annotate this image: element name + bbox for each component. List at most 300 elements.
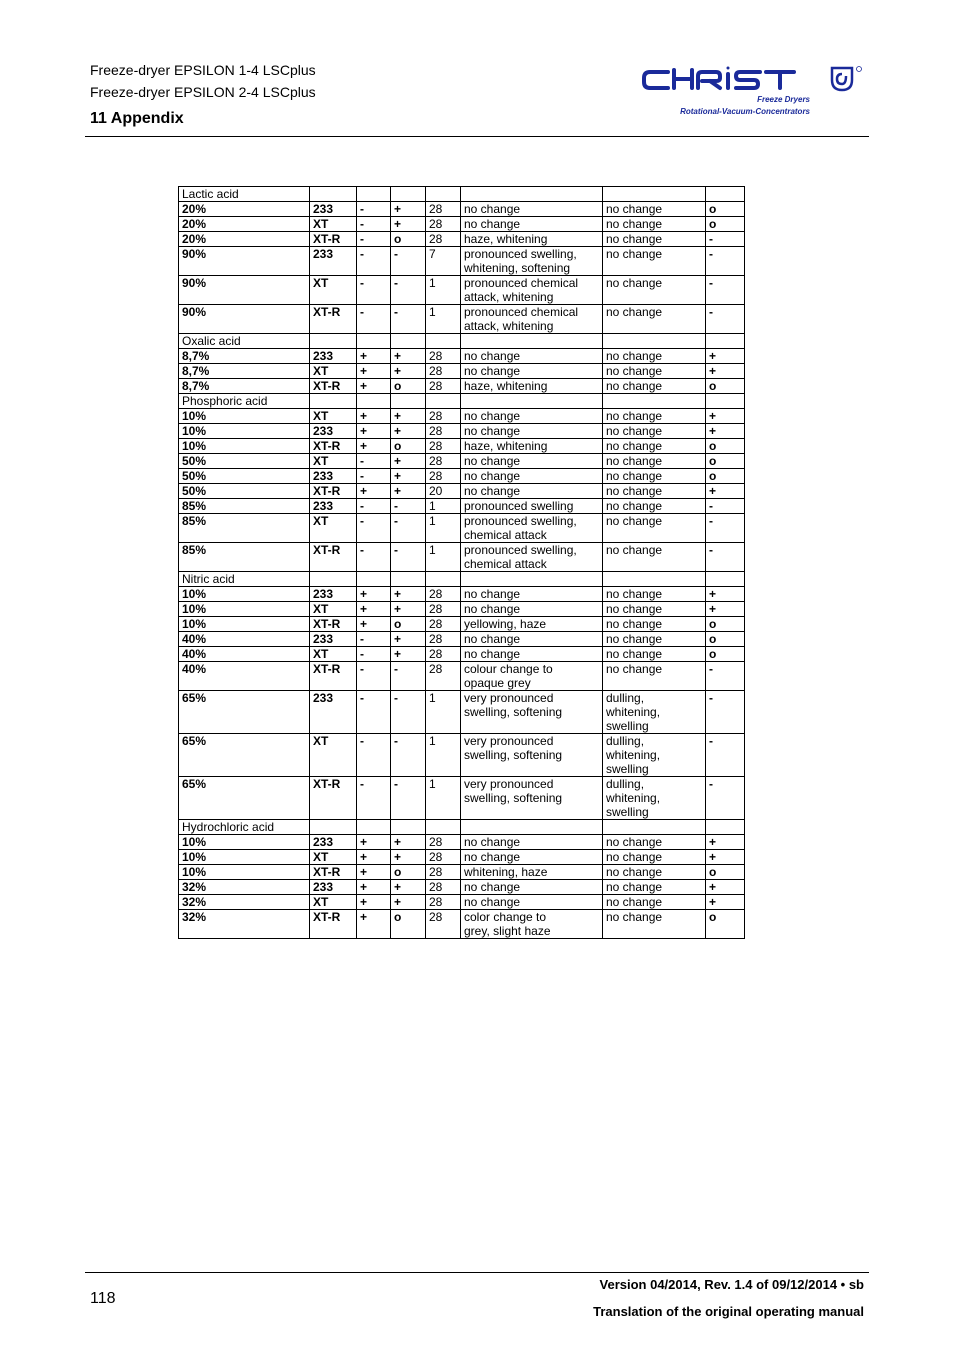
cell-text: - <box>394 777 398 791</box>
empty-cell <box>310 187 357 202</box>
table-cell <box>461 276 603 305</box>
table-cell <box>179 543 310 572</box>
table-cell <box>310 305 357 334</box>
table-cell <box>426 617 461 632</box>
table-row <box>179 602 745 617</box>
cell-text: 85% <box>182 514 207 528</box>
empty-cell <box>391 187 426 202</box>
table-cell <box>179 880 310 895</box>
cell-text: - <box>394 276 398 290</box>
cell-text: o <box>709 379 717 393</box>
cell-text: - <box>709 247 713 261</box>
cell-text: 90% <box>182 247 207 261</box>
cell-text: + <box>394 647 402 661</box>
table-cell <box>706 364 745 379</box>
table-cell <box>310 647 357 662</box>
cell-text: o <box>394 232 402 246</box>
christ-logo <box>640 64 868 120</box>
table-row <box>179 895 745 910</box>
empty-cell <box>603 820 706 835</box>
table-cell <box>426 202 461 217</box>
table-cell <box>179 364 310 379</box>
cell-text: dulling, whitening, swelling <box>606 691 661 733</box>
table-cell <box>357 484 391 499</box>
table-cell <box>357 850 391 865</box>
cell-text: + <box>709 835 717 849</box>
cell-text: 233 <box>313 835 334 849</box>
cell-text: + <box>394 895 402 909</box>
table-cell <box>357 543 391 572</box>
table-cell <box>461 543 603 572</box>
table-cell <box>179 499 310 514</box>
table-cell <box>426 647 461 662</box>
table-cell <box>706 469 745 484</box>
table-cell <box>179 439 310 454</box>
cell-text: 20% <box>182 232 207 246</box>
table-row <box>179 647 745 662</box>
cell-text: haze, whitening <box>464 232 548 246</box>
cell-text: 28 <box>429 910 443 924</box>
cell-text: XT-R <box>313 910 341 924</box>
logo-wordmark <box>644 67 794 89</box>
table-cell <box>603 217 706 232</box>
empty-cell <box>461 187 603 202</box>
cell-text: 28 <box>429 587 443 601</box>
cell-text: 233 <box>313 632 334 646</box>
cell-text: + <box>360 364 368 378</box>
cell-text: - <box>360 734 364 748</box>
table-cell <box>461 484 603 499</box>
table-group-row <box>179 820 745 835</box>
table-row <box>179 865 745 880</box>
table-cell <box>357 305 391 334</box>
table-cell <box>461 379 603 394</box>
logo-emblem <box>832 68 852 90</box>
cell-text: - <box>394 305 398 319</box>
empty-cell <box>391 572 426 587</box>
cell-text: 10% <box>182 587 207 601</box>
table-row <box>179 217 745 232</box>
table-cell <box>706 454 745 469</box>
cell-text: o <box>709 865 717 879</box>
cell-text: no change <box>606 469 663 483</box>
table-cell <box>310 835 357 850</box>
table-cell <box>310 202 357 217</box>
cell-text: o <box>709 454 717 468</box>
cell-text: - <box>394 691 398 705</box>
table-cell <box>461 895 603 910</box>
cell-text: + <box>394 424 402 438</box>
group-name: Nitric acid <box>179 572 310 587</box>
cell-text: + <box>360 895 368 909</box>
table-cell <box>461 232 603 247</box>
cell-text: 1 <box>429 734 436 748</box>
table-row <box>179 835 745 850</box>
cell-text: - <box>360 777 364 791</box>
cell-text: 1 <box>429 691 436 705</box>
cell-text: XT <box>313 602 329 616</box>
cell-text: + <box>709 587 717 601</box>
cell-text: 28 <box>429 850 443 864</box>
table-cell <box>706 647 745 662</box>
table-cell <box>706 439 745 454</box>
cell-text: no change <box>606 499 663 513</box>
table-row <box>179 232 745 247</box>
empty-cell <box>461 820 603 835</box>
cell-text: 28 <box>429 662 443 676</box>
cell-text: 20 <box>429 484 443 498</box>
table-cell <box>461 662 603 691</box>
cell-text: 28 <box>429 364 443 378</box>
table-cell <box>391 617 426 632</box>
table-cell <box>310 514 357 543</box>
cell-text: no change <box>606 587 663 601</box>
cell-text: XT-R <box>313 379 341 393</box>
cell-text: XT-R <box>313 617 341 631</box>
table-cell <box>706 617 745 632</box>
table-cell <box>310 880 357 895</box>
cell-text: 50% <box>182 484 207 498</box>
table-cell <box>706 499 745 514</box>
cell-text: no change <box>464 850 521 864</box>
table-cell <box>706 276 745 305</box>
cell-text: - <box>709 662 713 676</box>
cell-text: o <box>394 379 402 393</box>
group-name: Hydrochloric acid <box>179 820 310 835</box>
cell-text: no change <box>606 349 663 363</box>
cell-text: 10% <box>182 835 207 849</box>
table-cell <box>426 632 461 647</box>
table-cell <box>706 734 745 777</box>
table-row <box>179 499 745 514</box>
table-cell <box>310 484 357 499</box>
cell-text: - <box>709 305 713 319</box>
cell-text: 1 <box>429 777 436 791</box>
table-cell <box>461 439 603 454</box>
cell-text: no change <box>606 364 663 378</box>
cell-text: - <box>394 734 398 748</box>
table-cell <box>179 514 310 543</box>
table-cell <box>391 424 426 439</box>
table-cell <box>706 865 745 880</box>
cell-text: + <box>394 850 402 864</box>
cell-text: + <box>360 835 368 849</box>
table-cell <box>461 647 603 662</box>
cell-text: no change <box>464 349 521 363</box>
cell-text: - <box>360 202 364 216</box>
table-cell <box>706 484 745 499</box>
cell-text: 28 <box>429 202 443 216</box>
table-cell <box>310 499 357 514</box>
cell-text: + <box>394 602 402 616</box>
cell-text: 233 <box>313 880 334 894</box>
table-cell <box>179 617 310 632</box>
cell-text: no change <box>606 910 663 924</box>
table-cell <box>461 247 603 276</box>
table-cell <box>426 379 461 394</box>
footer-divider <box>85 1272 869 1273</box>
table-cell <box>391 349 426 364</box>
table-cell <box>310 777 357 820</box>
cell-text: no change <box>464 484 521 498</box>
cell-text: 10% <box>182 409 207 423</box>
table-cell <box>357 777 391 820</box>
empty-cell <box>461 394 603 409</box>
cell-text: XT <box>313 734 329 748</box>
cell-text: + <box>360 617 368 631</box>
table-cell <box>706 424 745 439</box>
table-cell <box>461 305 603 334</box>
table-cell <box>706 895 745 910</box>
table-cell <box>391 454 426 469</box>
table-cell <box>426 543 461 572</box>
table-cell <box>461 734 603 777</box>
cell-text: XT-R <box>313 232 341 246</box>
cell-text: + <box>394 880 402 894</box>
empty-cell <box>310 572 357 587</box>
table-cell <box>706 349 745 364</box>
table-cell <box>357 349 391 364</box>
table-cell <box>706 232 745 247</box>
table-cell <box>310 865 357 880</box>
table-cell <box>461 424 603 439</box>
cell-text: no change <box>606 647 663 661</box>
table-cell <box>426 880 461 895</box>
table-cell <box>603 247 706 276</box>
cell-text: - <box>394 662 398 676</box>
cell-text: - <box>709 543 713 557</box>
cell-text: + <box>394 454 402 468</box>
table-cell <box>461 632 603 647</box>
cell-text: 233 <box>313 499 334 513</box>
cell-text: no change <box>464 409 521 423</box>
table-cell <box>391 232 426 247</box>
empty-cell <box>391 394 426 409</box>
table-cell <box>391 379 426 394</box>
empty-cell <box>461 334 603 349</box>
table-cell <box>310 439 357 454</box>
table-cell <box>179 409 310 424</box>
cell-text: 28 <box>429 424 443 438</box>
cell-text: - <box>360 499 364 513</box>
table-group-row <box>179 572 745 587</box>
table-cell <box>603 617 706 632</box>
cell-text: 1 <box>429 276 436 290</box>
empty-cell <box>706 572 745 587</box>
table-cell <box>391 409 426 424</box>
table-cell <box>603 202 706 217</box>
cell-text: + <box>394 409 402 423</box>
table-cell <box>461 691 603 734</box>
table-cell <box>179 587 310 602</box>
cell-text: no change <box>464 895 521 909</box>
table-cell <box>391 543 426 572</box>
cell-text: no change <box>606 602 663 616</box>
cell-text: XT-R <box>313 305 341 319</box>
cell-text: colour change to opaque grey <box>464 662 553 690</box>
table-cell <box>310 910 357 939</box>
cell-text: 32% <box>182 880 207 894</box>
table-cell <box>179 469 310 484</box>
cell-text: 65% <box>182 777 207 791</box>
cell-text: no change <box>464 632 521 646</box>
table-cell <box>426 409 461 424</box>
empty-cell <box>310 334 357 349</box>
table-cell <box>426 454 461 469</box>
table-cell <box>391 499 426 514</box>
table-row <box>179 454 745 469</box>
cell-text: 8,7% <box>182 379 210 393</box>
table-cell <box>391 910 426 939</box>
table-cell <box>391 364 426 379</box>
cell-text: + <box>360 409 368 423</box>
cell-text: no change <box>606 895 663 909</box>
cell-text: no change <box>464 364 521 378</box>
table-cell <box>357 647 391 662</box>
table-row <box>179 364 745 379</box>
cell-text: 233 <box>313 469 334 483</box>
cell-text: no change <box>606 409 663 423</box>
cell-text: + <box>360 587 368 601</box>
cell-text: color change to grey, slight haze <box>464 910 551 938</box>
cell-text: - <box>394 543 398 557</box>
cell-text: no change <box>464 835 521 849</box>
cell-text: no change <box>606 850 663 864</box>
table-cell <box>603 409 706 424</box>
cell-text: 85% <box>182 499 207 513</box>
table-cell <box>391 439 426 454</box>
table-cell <box>179 691 310 734</box>
cell-text: 10% <box>182 617 207 631</box>
table-cell <box>357 602 391 617</box>
cell-text: pronounced swelling <box>464 499 574 513</box>
cell-text: 65% <box>182 691 207 705</box>
table-cell <box>426 424 461 439</box>
table-cell <box>603 880 706 895</box>
table-cell <box>357 865 391 880</box>
table-cell <box>461 454 603 469</box>
table-cell <box>706 691 745 734</box>
table-cell <box>461 202 603 217</box>
table-cell <box>603 647 706 662</box>
cell-text: + <box>709 602 717 616</box>
cell-text: 233 <box>313 202 334 216</box>
table-cell <box>461 469 603 484</box>
cell-text: very pronounced swelling, softening <box>464 734 563 762</box>
cell-text: o <box>709 632 717 646</box>
cell-text: - <box>360 454 364 468</box>
cell-text: - <box>360 469 364 483</box>
cell-text: - <box>709 734 713 748</box>
cell-text: XT-R <box>313 439 341 453</box>
table-cell <box>357 587 391 602</box>
empty-cell <box>357 820 391 835</box>
table-cell <box>706 305 745 334</box>
table-row <box>179 439 745 454</box>
table-cell <box>603 865 706 880</box>
cell-text: - <box>394 514 398 528</box>
empty-cell <box>706 394 745 409</box>
cell-text: 28 <box>429 217 443 231</box>
cell-text: pronounced chemical attack, whitening <box>464 276 579 304</box>
empty-cell <box>357 394 391 409</box>
cell-text: 90% <box>182 276 207 290</box>
table-cell <box>391 484 426 499</box>
cell-text: + <box>394 364 402 378</box>
cell-text: no change <box>464 587 521 601</box>
cell-text: 40% <box>182 632 207 646</box>
table-cell <box>391 469 426 484</box>
cell-text: no change <box>464 217 521 231</box>
cell-text: no change <box>464 880 521 894</box>
table-group-row <box>179 394 745 409</box>
cell-text: + <box>360 439 368 453</box>
table-cell <box>461 349 603 364</box>
logo-tagline-1: Freeze Dryers <box>757 95 810 104</box>
cell-text: o <box>709 617 717 631</box>
cell-text: o <box>394 617 402 631</box>
table-cell <box>357 276 391 305</box>
cell-text: - <box>709 232 713 246</box>
table-cell <box>603 514 706 543</box>
cell-text: pronounced swelling, chemical attack <box>464 543 577 571</box>
table-cell <box>603 439 706 454</box>
cell-text: + <box>709 880 717 894</box>
cell-text: XT-R <box>313 662 341 676</box>
empty-cell <box>706 187 745 202</box>
translation-note: Translation of the original operating manual <box>593 1304 864 1319</box>
cell-text: 28 <box>429 632 443 646</box>
cell-text: 10% <box>182 439 207 453</box>
table-cell <box>179 484 310 499</box>
empty-cell <box>603 187 706 202</box>
table-cell <box>310 409 357 424</box>
table-cell <box>391 777 426 820</box>
table-cell <box>357 835 391 850</box>
cell-text: no change <box>606 379 663 393</box>
table-cell <box>391 587 426 602</box>
table-cell <box>179 232 310 247</box>
table-cell <box>179 910 310 939</box>
table-row <box>179 247 745 276</box>
cell-text: whitening, haze <box>464 865 548 879</box>
cell-text: + <box>394 469 402 483</box>
cell-text: no change <box>606 880 663 894</box>
table-cell <box>603 305 706 334</box>
table-cell <box>357 379 391 394</box>
cell-text: + <box>360 424 368 438</box>
table-cell <box>426 850 461 865</box>
table-cell <box>310 232 357 247</box>
empty-cell <box>603 394 706 409</box>
table-cell <box>357 499 391 514</box>
cell-text: no change <box>606 232 663 246</box>
cell-text: 28 <box>429 454 443 468</box>
cell-text: no change <box>606 543 663 557</box>
cell-text: - <box>709 514 713 528</box>
cell-text: 28 <box>429 232 443 246</box>
table-cell <box>706 587 745 602</box>
cell-text: very pronounced swelling, softening <box>464 777 563 805</box>
cell-text: XT-R <box>313 543 341 557</box>
cell-text: + <box>360 349 368 363</box>
table-cell <box>357 409 391 424</box>
cell-text: pronounced chemical attack, whitening <box>464 305 579 333</box>
cell-text: + <box>360 850 368 864</box>
table-cell <box>391 202 426 217</box>
cell-text: no change <box>606 835 663 849</box>
table-cell <box>310 424 357 439</box>
